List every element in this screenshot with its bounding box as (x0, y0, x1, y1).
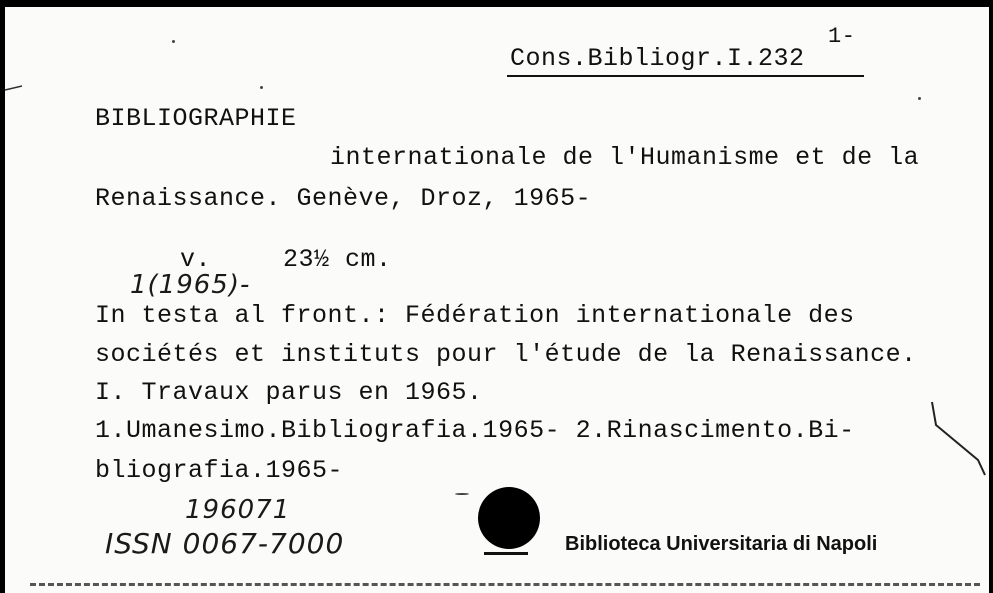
shelfmark: Cons.Bibliogr.I.232 (510, 44, 805, 73)
note-line-2: sociétés et instituts pour l'étude de la Renaissance. (95, 340, 917, 369)
issn-handwritten: ISSN 0067-7000 (105, 527, 345, 560)
subjects-line-2: bliografia.1965- (95, 456, 344, 485)
physical-size: 23½ cm. (283, 245, 392, 274)
card-bottom-edge (30, 583, 980, 586)
holdings-handwritten: 1(1965)- (130, 270, 251, 300)
note-line-1: In testa al front.: Fédération internationale des (95, 301, 855, 330)
shelfmark-superscript: 1- (828, 24, 856, 49)
main-heading: BIBLIOGRAPHIE (95, 104, 297, 133)
paper-speck (172, 40, 175, 43)
title-line-1: internationale de l'Humanisme et de la (330, 143, 920, 172)
title-line-2: Renaissance. Genève, Droz, 1965- (95, 184, 592, 213)
paper-speck (918, 97, 921, 100)
library-stamp: Biblioteca Universitaria di Napoli (565, 533, 878, 555)
inventory-number-handwritten: 196071 (185, 495, 291, 525)
physical-volumes: v. (180, 245, 212, 274)
subjects-line-1: 1.Umanesimo.Bibliografia.1965- 2.Rinascimento.Bi- (95, 416, 855, 445)
note-line-3: I. Travaux parus en 1965. (95, 378, 483, 407)
paper-speck (260, 86, 263, 89)
paper-speck (455, 493, 469, 495)
